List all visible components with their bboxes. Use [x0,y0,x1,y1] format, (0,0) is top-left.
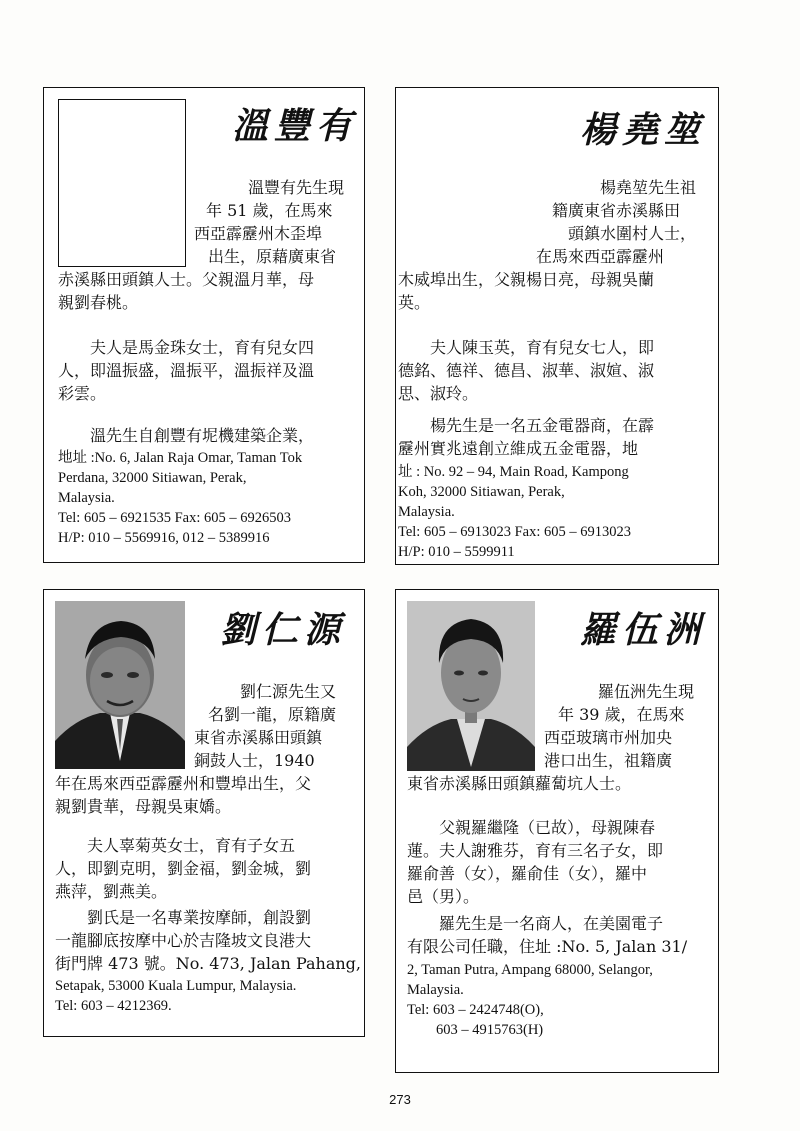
contact-block: 地址 :No. 6, Jalan Raja Omar, Taman Tok Perdana, 32000 Sitiawan, Perak, Malaysia. Tel: 605 – 6921535 Fax: 605 – 6926503 H/P: 010 – 5569916, 012 – 5389916 [58,450,303,546]
business-paragraph: 楊先生是一名五金電器商，在霹 靂州實兆遠創立維成五金電器，地 [398,416,655,458]
business-paragraph: 溫先生自創豐有坭機建築企業， [90,426,315,445]
person-name: 羅伍洲 [580,609,707,651]
bio-continued: 赤溪縣田頭鎮人士。父親溫月華，母 親劉春桃。 [58,270,315,312]
portrait-photo [407,601,535,771]
bio-intro: 劉仁源先生又 名劉一龍，原籍廣 東省赤溪縣田頭鎮 銅鼓人士，1940 [194,682,337,770]
person-name: 楊堯堃 [580,109,707,151]
person-name: 劉仁源 [220,609,347,651]
bio-intro: 楊堯堃先生祖 籍廣東省赤溪縣田 頭鎮水圍村人士， 在馬來西亞霹靂州 [536,178,697,266]
page-number: 273 [389,1092,411,1107]
portrait-image [407,601,535,771]
bio-continued: 年在馬來西亞霹靂州和豐埠出生，父 親劉貴華，母親吳東嬌。 [55,774,312,816]
profile-card-2 [395,87,719,565]
family-paragraph: 夫人辜菊英女士，育有子女五 人，即劉克明，劉金福，劉金城，劉 燕萍，劉燕美。 [55,836,312,901]
portrait-photo [55,601,185,769]
person-name: 溫豐有 [232,105,359,147]
family-paragraph: 夫人是馬金珠女士，育有兒女四 人，即溫振盛，溫振平，溫振祥及溫 彩雲。 [58,338,315,403]
portrait-image [55,601,185,769]
business-paragraph: 羅先生是一名商人，在美園電子 有限公司任職，住址 :No. 5, Jalan 31/ [407,914,688,956]
contact-block: Setapak, 53000 Kuala Lumpur, Malaysia. Tel: 603 – 4212369. [55,978,297,1014]
profile-card-1 [43,87,365,563]
profile-card-3 [43,589,365,1037]
photo-placeholder [58,99,186,267]
bio-intro: 溫豐有先生現 年 51 歲，在馬來 西亞霹靂州木歪埠 出生，原藉廣東省 [194,178,345,266]
contact-block: 址 : No. 92 – 94, Main Road, Kampong Koh, 32000 Sitiawan, Perak, Malaysia. Tel: 605 – 6913023 Fax: 605 – 6913023 H/P: 010 – 5599911 [398,464,631,560]
family-paragraph: 夫人陳玉英，育有兒女七人，即 德銘、德祥、德昌、淑華、淑媗、淑 思、淑玲。 [398,338,655,403]
bio-continued: 東省赤溪縣田頭鎮蘿蔔坑人士。 [407,774,632,793]
profile-card-4 [395,589,719,1073]
business-paragraph: 劉氏是一名專業按摩師，創設劉 一龍腳底按摩中心於吉隆坡文良港大 街門牌 473 號。No. 473, Jalan Pahang, [55,908,362,973]
bio-continued: 木威埠出生，父親楊日亮，母親吳蘭 英。 [398,270,655,312]
family-paragraph: 父親羅繼隆（已故），母親陳春 蓮。夫人謝雅芬，育有三名子女，即 羅俞善（女），羅俞佳（女），羅中 邑（男）。 [407,818,664,906]
contact-block: 2, Taman Putra, Ampang 68000, Selangor, Malaysia. Tel: 603 – 2424748(O), 603 – 4915763(H) [407,962,653,1038]
bio-intro: 羅伍洲先生現 年 39 歲，在馬來 西亞玻璃市州加央 港口出生，祖籍廣 [544,682,695,770]
